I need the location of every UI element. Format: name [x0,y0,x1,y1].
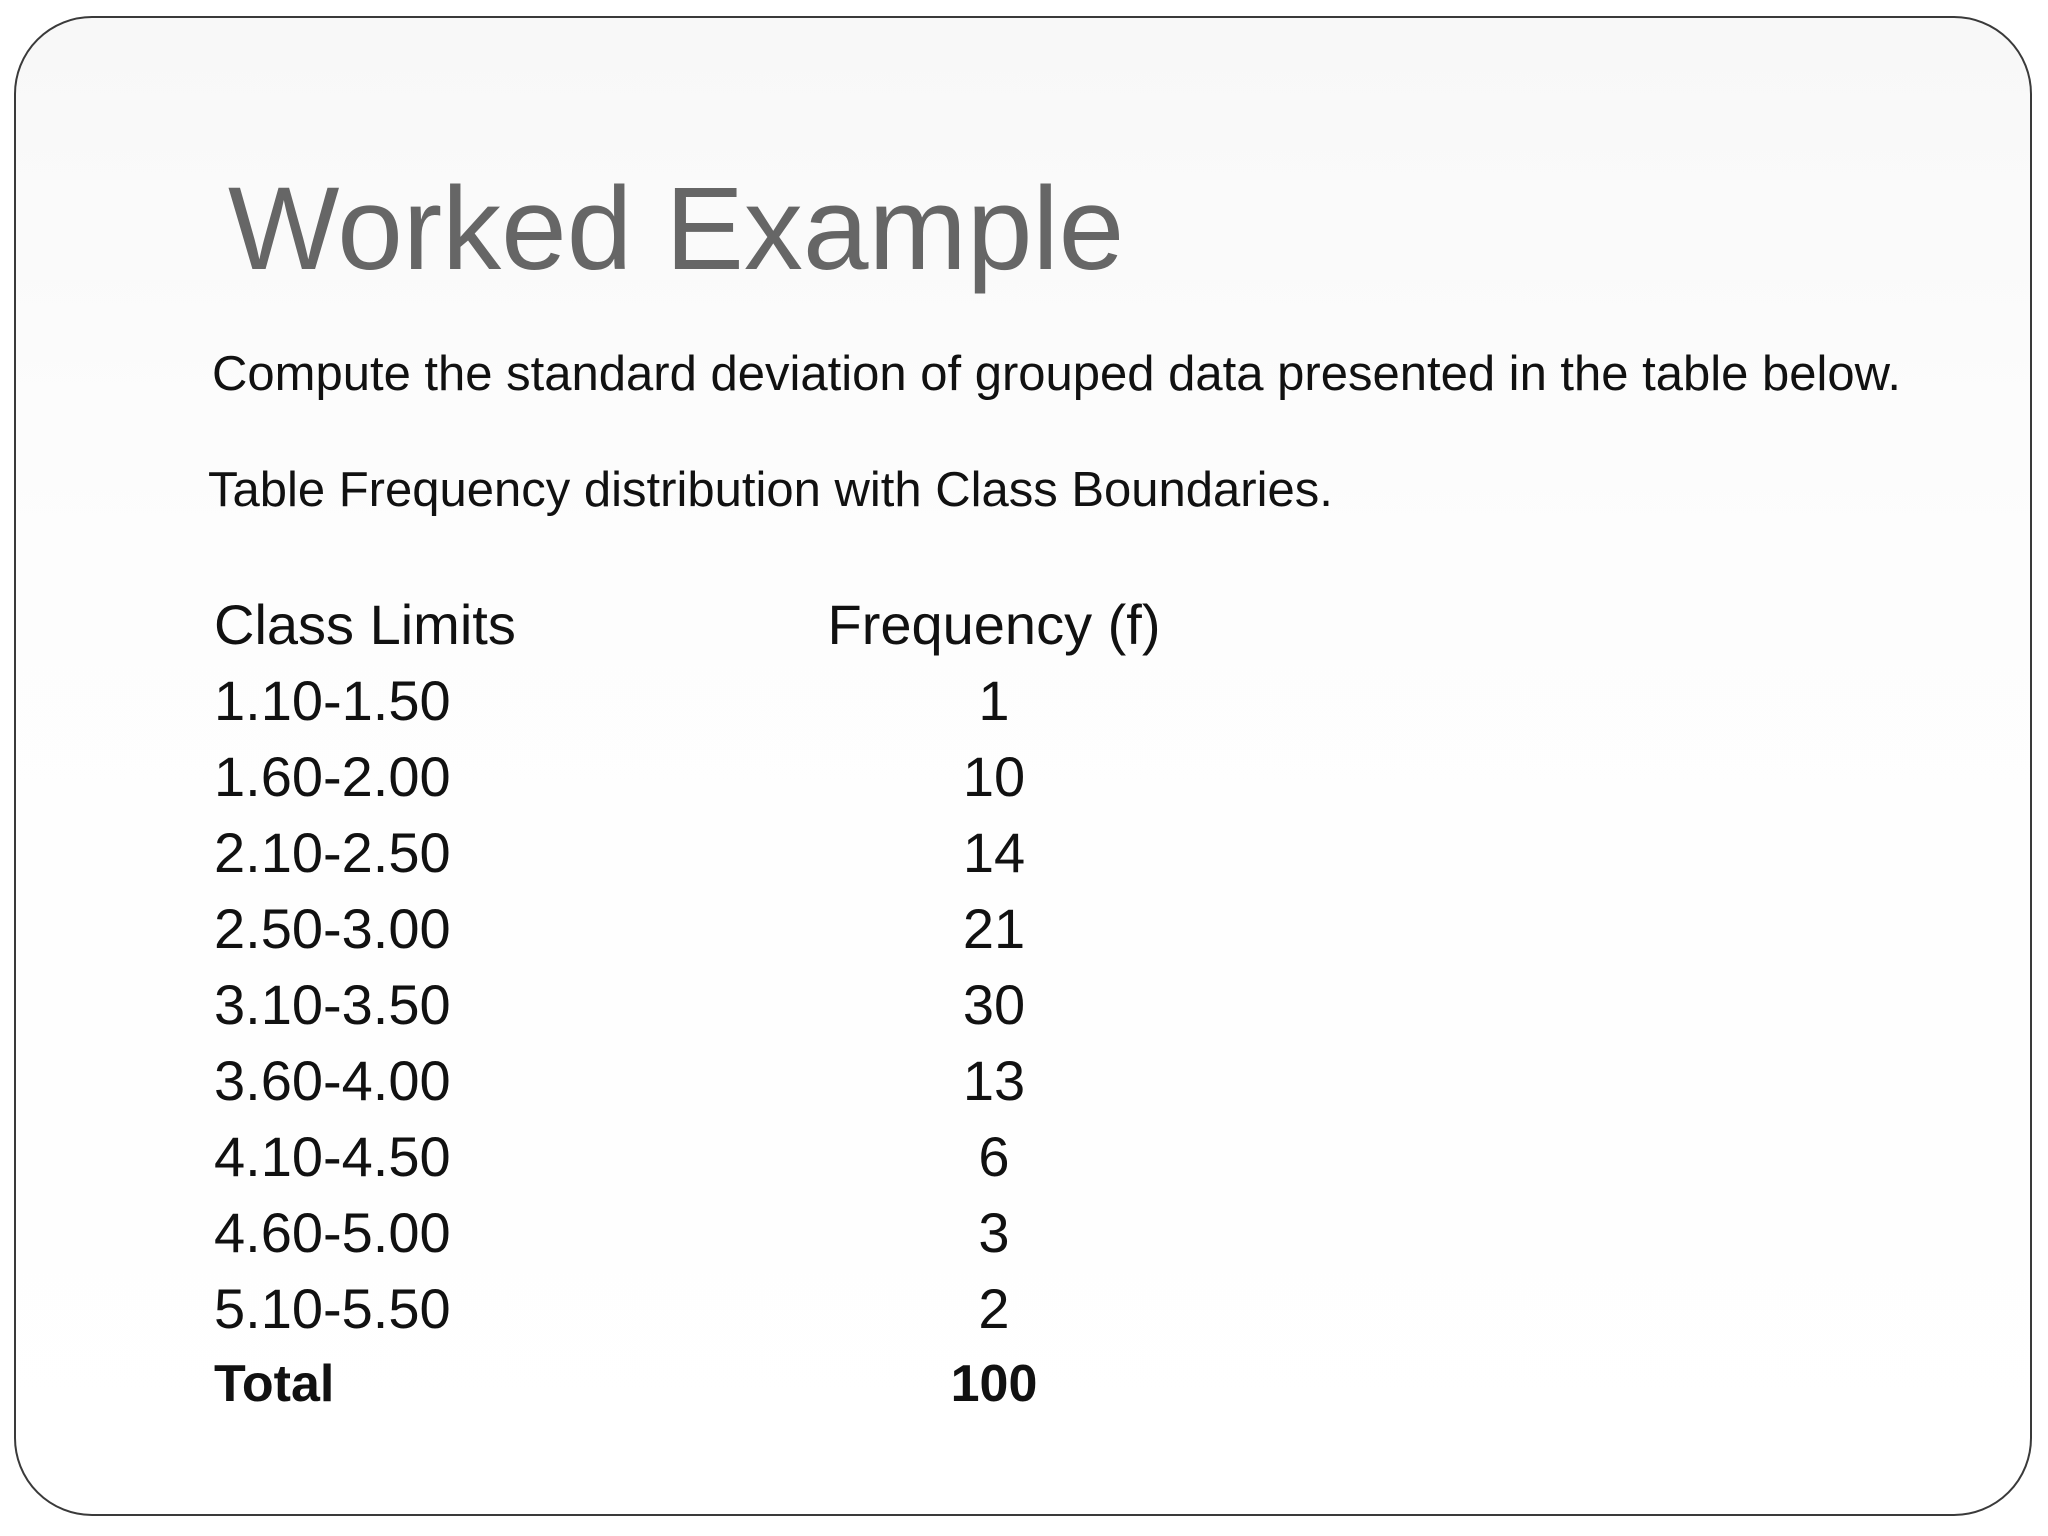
frequency-cell: 13 [962,1048,1026,1112]
table-row [214,890,1194,966]
frequency-table [214,586,1194,1422]
table-total-row [214,1346,1194,1422]
frequency-cell: 30 [962,972,1026,1036]
table-row [214,738,1194,814]
table-row [214,1270,1194,1346]
table-row [214,966,1194,1042]
frequency-cell: 3 [978,1200,1010,1264]
table-row [214,662,1194,738]
slide-title: Worked Example [228,163,1125,295]
class-limits-cell: 1.10-1.50 [214,668,451,732]
table-row [214,1194,1194,1270]
class-limits-cell: 4.60-5.00 [214,1200,451,1264]
class-limits-cell: 4.10-4.50 [214,1124,451,1188]
frequency-cell: 21 [962,896,1026,960]
table-caption: Table Frequency distribution with Class Boundaries. [208,463,1333,517]
header-frequency: Frequency (f) [827,592,1161,656]
slide [14,16,2032,1516]
header-class-limits: Class Limits [214,592,516,656]
class-limits-cell: 2.50-3.00 [214,896,451,960]
frequency-cell: 10 [962,744,1026,808]
total-value: 100 [950,1355,1038,1413]
class-limits-cell: 5.10-5.50 [214,1276,451,1340]
table-row [214,1118,1194,1194]
total-label: Total [214,1355,335,1413]
table-header-row [214,586,1194,662]
class-limits-cell: 2.10-2.50 [214,820,451,884]
frequency-cell: 1 [978,668,1010,732]
table-row [214,814,1194,890]
frequency-cell: 2 [978,1276,1010,1340]
frequency-cell: 14 [962,820,1026,884]
class-limits-cell: 3.10-3.50 [214,972,451,1036]
problem-statement: Compute the standard deviation of grouped data presented in the table below. [212,347,1901,401]
frequency-cell: 6 [978,1124,1010,1188]
class-limits-cell: 1.60-2.00 [214,744,451,808]
class-limits-cell: 3.60-4.00 [214,1048,451,1112]
table-row [214,1042,1194,1118]
